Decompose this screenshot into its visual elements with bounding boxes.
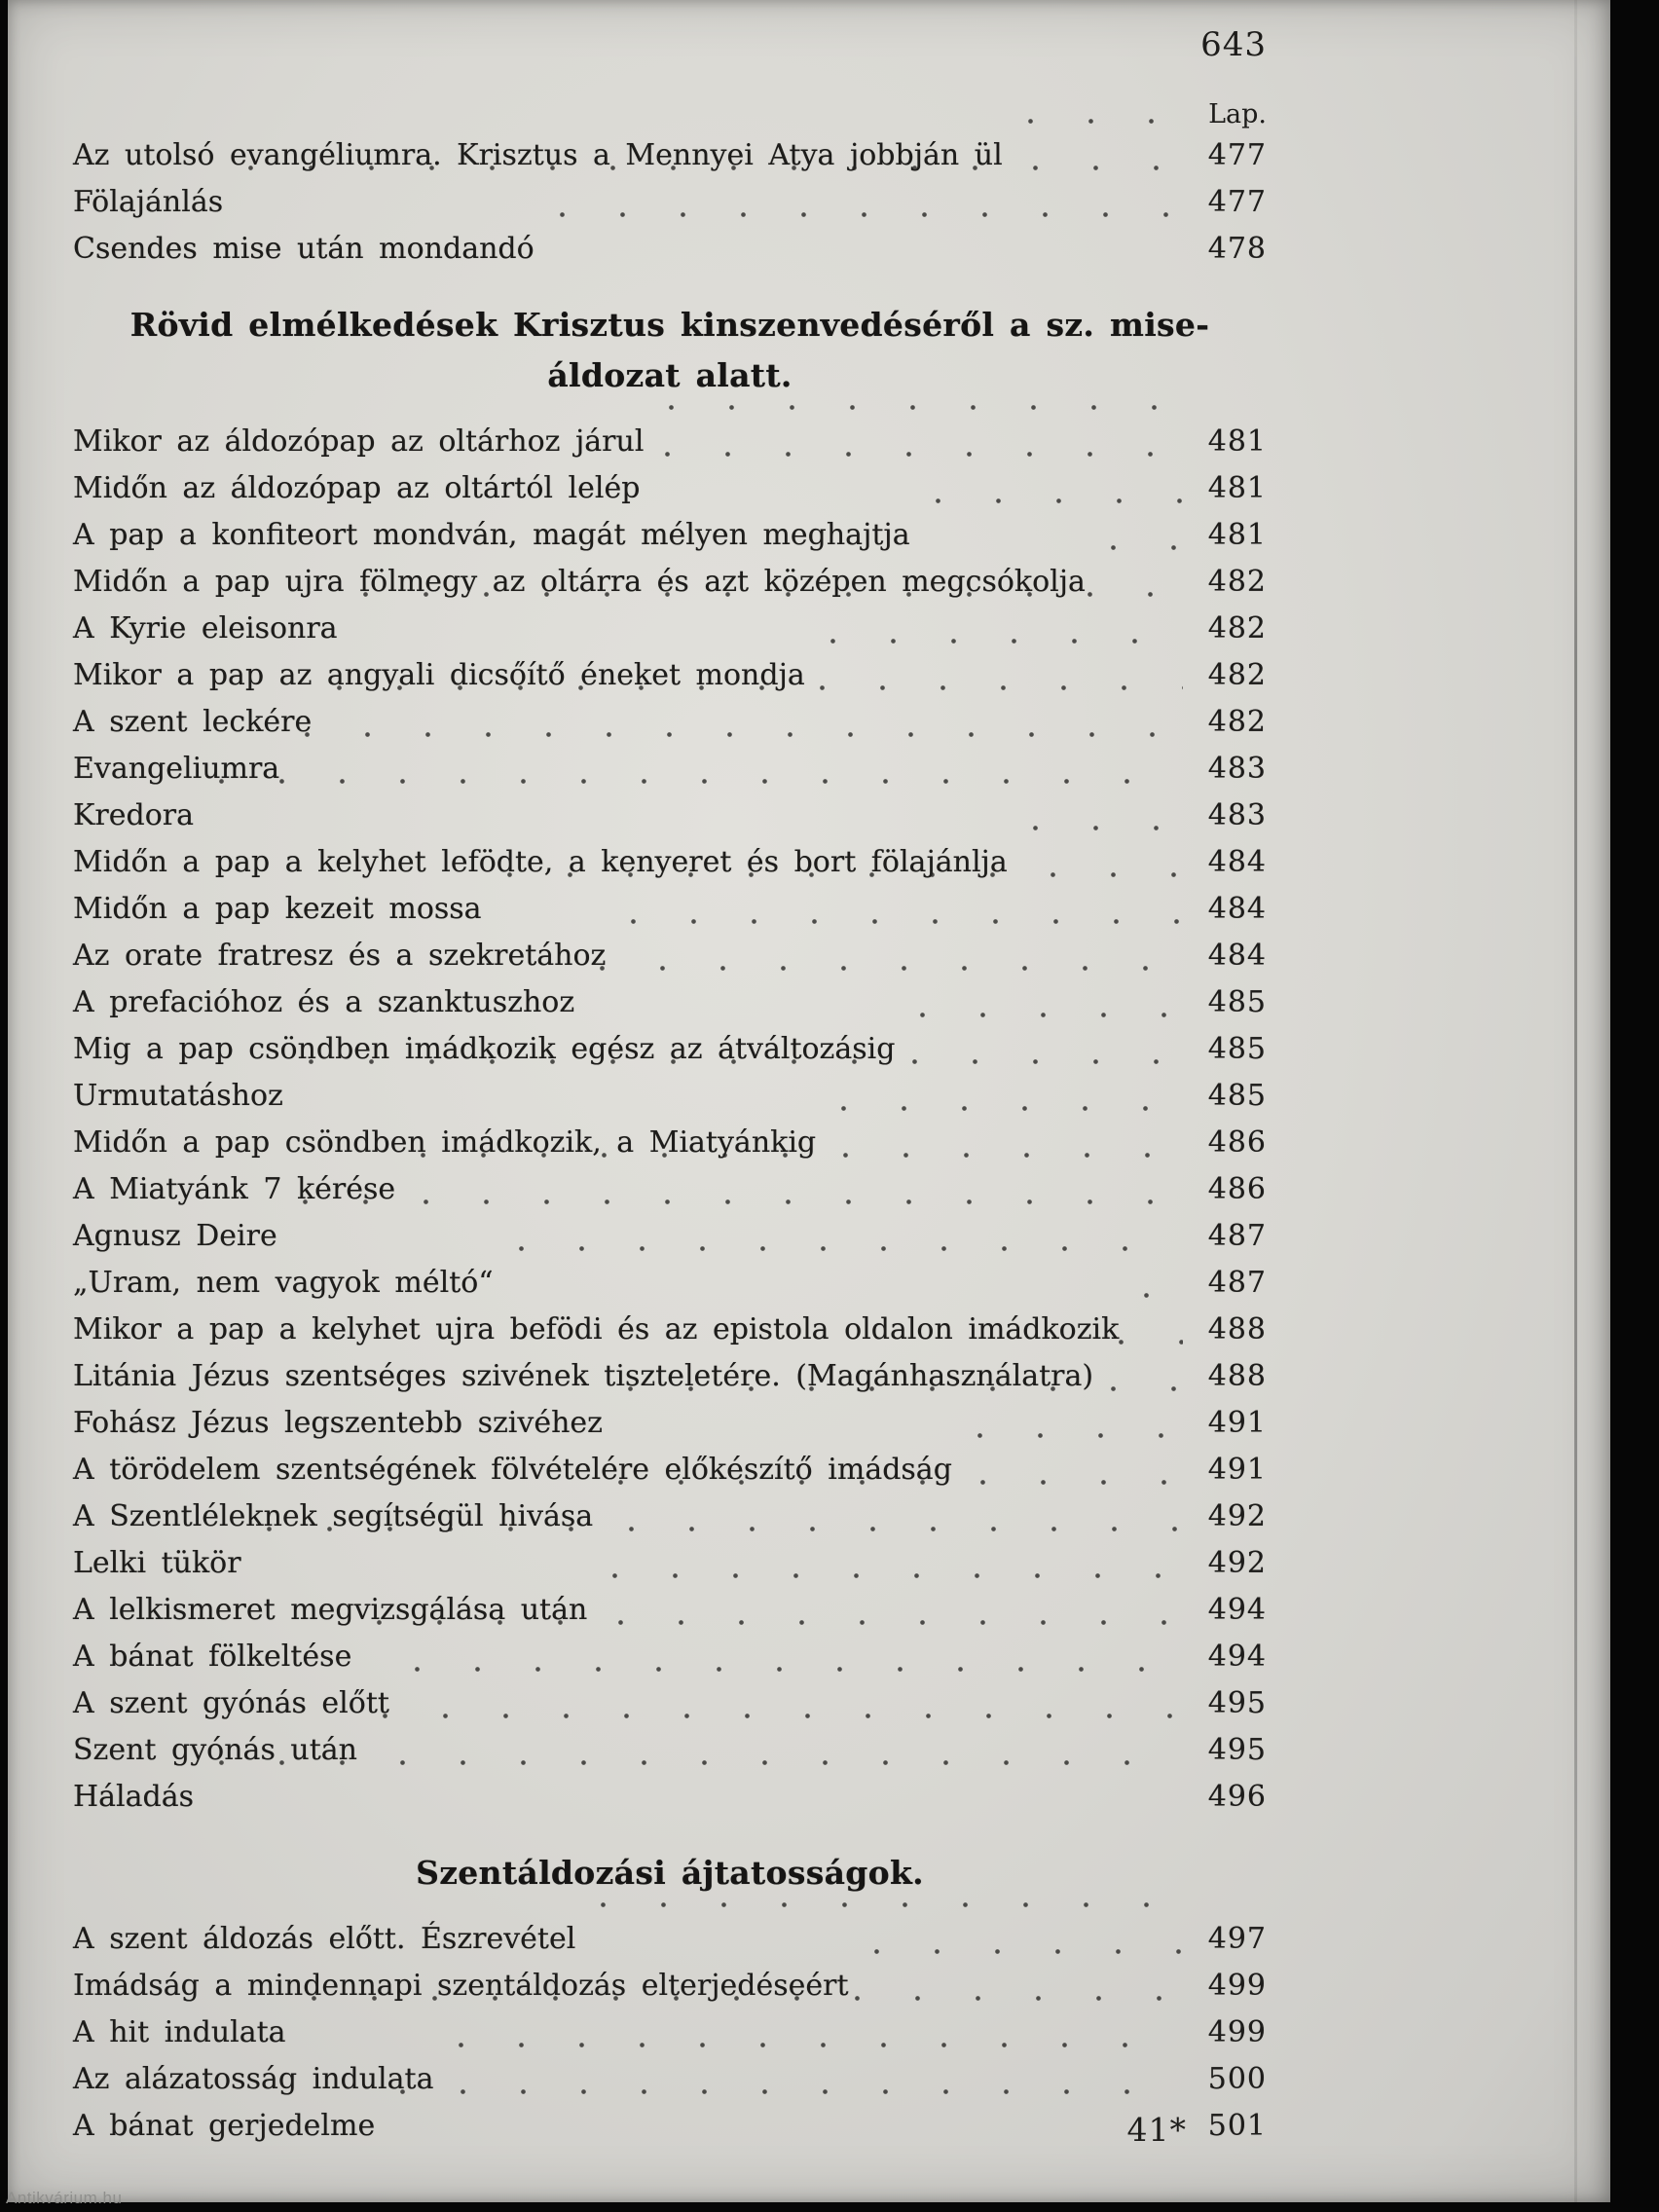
entry-page-number: 477: [1207, 138, 1267, 172]
toc-entry: [73, 839, 1267, 886]
entry-title: A Szentléleknek segítségül hivása: [73, 1499, 594, 1533]
entry-title: Az alázatosság indulata: [73, 2062, 434, 2096]
entry-title: Szent gyónás után: [73, 1733, 357, 1767]
entry-title: A pap a konfiteort mondván, magát mélyen meghajtja: [73, 518, 910, 552]
entry-page-number: 495: [1207, 1686, 1267, 1720]
signature-mark: 41*: [1126, 2111, 1187, 2149]
toc-entry: [73, 179, 1267, 226]
entry-page-number: 486: [1207, 1172, 1267, 1206]
toc-entry: [73, 1026, 1267, 1073]
entry-title: Mikor a pap az angyali dicsőítő éneket mondja: [73, 658, 805, 692]
entry-title: Fohász Jézus legszentebb szivéhez: [73, 1406, 603, 1440]
entry-page-number: 484: [1207, 939, 1267, 973]
entry-title: A bánat gerjedelme: [73, 2109, 376, 2143]
entry-page-number: 485: [1207, 1032, 1267, 1066]
entry-page-number: 487: [1207, 1219, 1267, 1253]
entry-page-number: 482: [1207, 611, 1267, 645]
entry-title: Fölajánlás: [73, 185, 224, 219]
toc-entry: [73, 979, 1267, 1026]
entry-title: Mikor az áldozópap az oltárhoz járul: [73, 424, 645, 459]
entry-title: A bánat fölkeltése: [73, 1640, 352, 1674]
entry-title: A törödelem szentségének fölvételére előkészítő imádság: [73, 1453, 952, 1487]
entry-page-number: 481: [1207, 424, 1267, 459]
toc-entry: [73, 465, 1267, 512]
entry-page-number: 485: [1207, 985, 1267, 1019]
entry-title: Litánia Jézus szentséges szivének tiszteletére. (Magánhasználatra): [73, 1359, 1094, 1393]
toc-entry: [73, 652, 1267, 699]
toc-entry: [73, 1073, 1267, 1120]
entry-page-number: 488: [1207, 1359, 1267, 1393]
entry-page-number: 481: [1207, 471, 1267, 505]
toc-entry: [73, 1213, 1267, 1260]
entry-page-number: 499: [1207, 2015, 1267, 2049]
entry-title: Agnusz Deire: [73, 1219, 277, 1253]
toc: [73, 132, 1267, 2150]
entry-title: A lelkismeret megvizsgálása után: [73, 1593, 588, 1627]
section-heading: Rövid elmélkedések Krisztus kinszenvedéséről a sz. mise-áldozat alatt.: [129, 306, 1210, 394]
toc-entry: [73, 1353, 1267, 1400]
toc-entry: [73, 2056, 1267, 2103]
page-gutter-shadow: [1574, 0, 1577, 2202]
entry-page-number: 494: [1207, 1593, 1267, 1627]
toc-entry: [73, 886, 1267, 933]
toc-entry: [73, 132, 1267, 179]
toc-entry: [73, 226, 1267, 273]
entry-page-number: 495: [1207, 1733, 1267, 1767]
toc-entry: [73, 1307, 1267, 1353]
toc-entry: [73, 1493, 1267, 1540]
toc-entry: [73, 1916, 1267, 1963]
entry-page-number: 483: [1207, 798, 1267, 832]
entry-page-number: 481: [1207, 518, 1267, 552]
entry-title: „Uram, nem vagyok méltó“: [73, 1266, 494, 1300]
toc-entry: [73, 1963, 1267, 2009]
entry-title: Midőn a pap a kelyhet lefödte, a kenyeret és bort fölajánlja: [73, 845, 1008, 879]
entry-page-number: 499: [1207, 1969, 1267, 2003]
toc-entry: [73, 512, 1267, 559]
toc-entry: [73, 1400, 1267, 1447]
toc-entry: [73, 746, 1267, 793]
toc-entry: [73, 1774, 1267, 1821]
toc-entry: [73, 606, 1267, 652]
entry-page-number: 487: [1207, 1266, 1267, 1300]
entry-title: Az orate fratresz és a szekretához: [73, 939, 607, 973]
toc-entry: [73, 559, 1267, 606]
toc-entry: [73, 2009, 1267, 2056]
entry-title: Midőn a pap kezeit mossa: [73, 892, 482, 926]
entry-title: Lelki tükör: [73, 1546, 241, 1580]
toc-entry: [73, 933, 1267, 979]
entry-page-number: 496: [1207, 1780, 1267, 1814]
toc-entry: [73, 1634, 1267, 1680]
entry-title: Imádság a mindennapi szentáldozás elterjedéseért: [73, 1969, 849, 2003]
entry-title: A szent gyónás előtt: [73, 1686, 389, 1720]
entry-title: A szent áldozás előtt. Észrevétel: [73, 1922, 576, 1956]
entry-page-number: 483: [1207, 752, 1267, 786]
toc-entry: [73, 699, 1267, 746]
toc-entry: [73, 1120, 1267, 1166]
entry-page-number: 482: [1207, 565, 1267, 599]
toc-entry: [73, 1587, 1267, 1634]
entry-title: A Miatyánk 7 kérése: [73, 1172, 396, 1206]
entry-page-number: 482: [1207, 705, 1267, 739]
toc-entry: [73, 793, 1267, 839]
entry-title: Csendes mise után mondandó: [73, 232, 535, 266]
antikvarium-watermark: Antikvárium.hu: [6, 2189, 123, 2207]
entry-page-number: 484: [1207, 892, 1267, 926]
entry-page-number: 501: [1207, 2109, 1267, 2143]
entry-page-number: 500: [1207, 2062, 1267, 2096]
entry-title: Az utolsó evangéliumra. Krisztus a Mennyei Atya jobbján ül: [73, 138, 1003, 172]
scanned-book-page: [8, 0, 1610, 2202]
toc-entry: [73, 1680, 1267, 1727]
entry-title: Midőn a pap ujra fölmegy az oltárra és azt középen megcsókolja: [73, 565, 1086, 599]
entry-page-number: 477: [1207, 185, 1267, 219]
toc-entry: [73, 1166, 1267, 1213]
toc-entry: [73, 1727, 1267, 1774]
entry-title: A prefacióhoz és a szanktuszhoz: [73, 985, 575, 1019]
entry-page-number: 492: [1207, 1546, 1267, 1580]
entry-title: Kredora: [73, 798, 194, 832]
entry-page-number: 494: [1207, 1640, 1267, 1674]
entry-title: Mikor a pap a kelyhet ujra befödi és az epistola oldalon imádkozik: [73, 1312, 1120, 1346]
entry-title: Evangeliumra: [73, 752, 280, 786]
entry-page-number: 486: [1207, 1125, 1267, 1160]
entry-title: Midőn a pap csöndben imádkozik, a Miatyánkig: [73, 1125, 817, 1160]
toc-entry: [73, 2103, 1267, 2150]
entry-page-number: 492: [1207, 1499, 1267, 1533]
toc-entry: [73, 1260, 1267, 1307]
entry-page-number: 482: [1207, 658, 1267, 692]
entry-page-number: 491: [1207, 1406, 1267, 1440]
page-number: 643: [1200, 25, 1267, 64]
entry-title: A Kyrie eleisonra: [73, 611, 338, 645]
section-heading: Szentáldozási ájtatosságok.: [416, 1854, 924, 1892]
entry-title: Urmutatáshoz: [73, 1079, 283, 1113]
entry-title: Mig a pap csöndben imádkozik egész az átváltozásig: [73, 1032, 896, 1066]
entry-page-number: 488: [1207, 1312, 1267, 1346]
entry-page-number: 491: [1207, 1453, 1267, 1487]
toc-entry: [73, 1447, 1267, 1493]
page-column-header: Lap.: [1208, 99, 1267, 129]
entry-page-number: 485: [1207, 1079, 1267, 1113]
toc-entry: [73, 419, 1267, 465]
entry-page-number: 478: [1207, 232, 1267, 266]
entry-title: Háladás: [73, 1780, 195, 1814]
entry-title: A szent leckére: [73, 705, 313, 739]
toc-entry: [73, 1540, 1267, 1587]
entry-title: Midőn az áldozópap az oltártól lelép: [73, 471, 641, 505]
entry-page-number: 497: [1207, 1922, 1267, 1956]
entry-title: A hit indulata: [73, 2015, 286, 2049]
entry-page-number: 484: [1207, 845, 1267, 879]
